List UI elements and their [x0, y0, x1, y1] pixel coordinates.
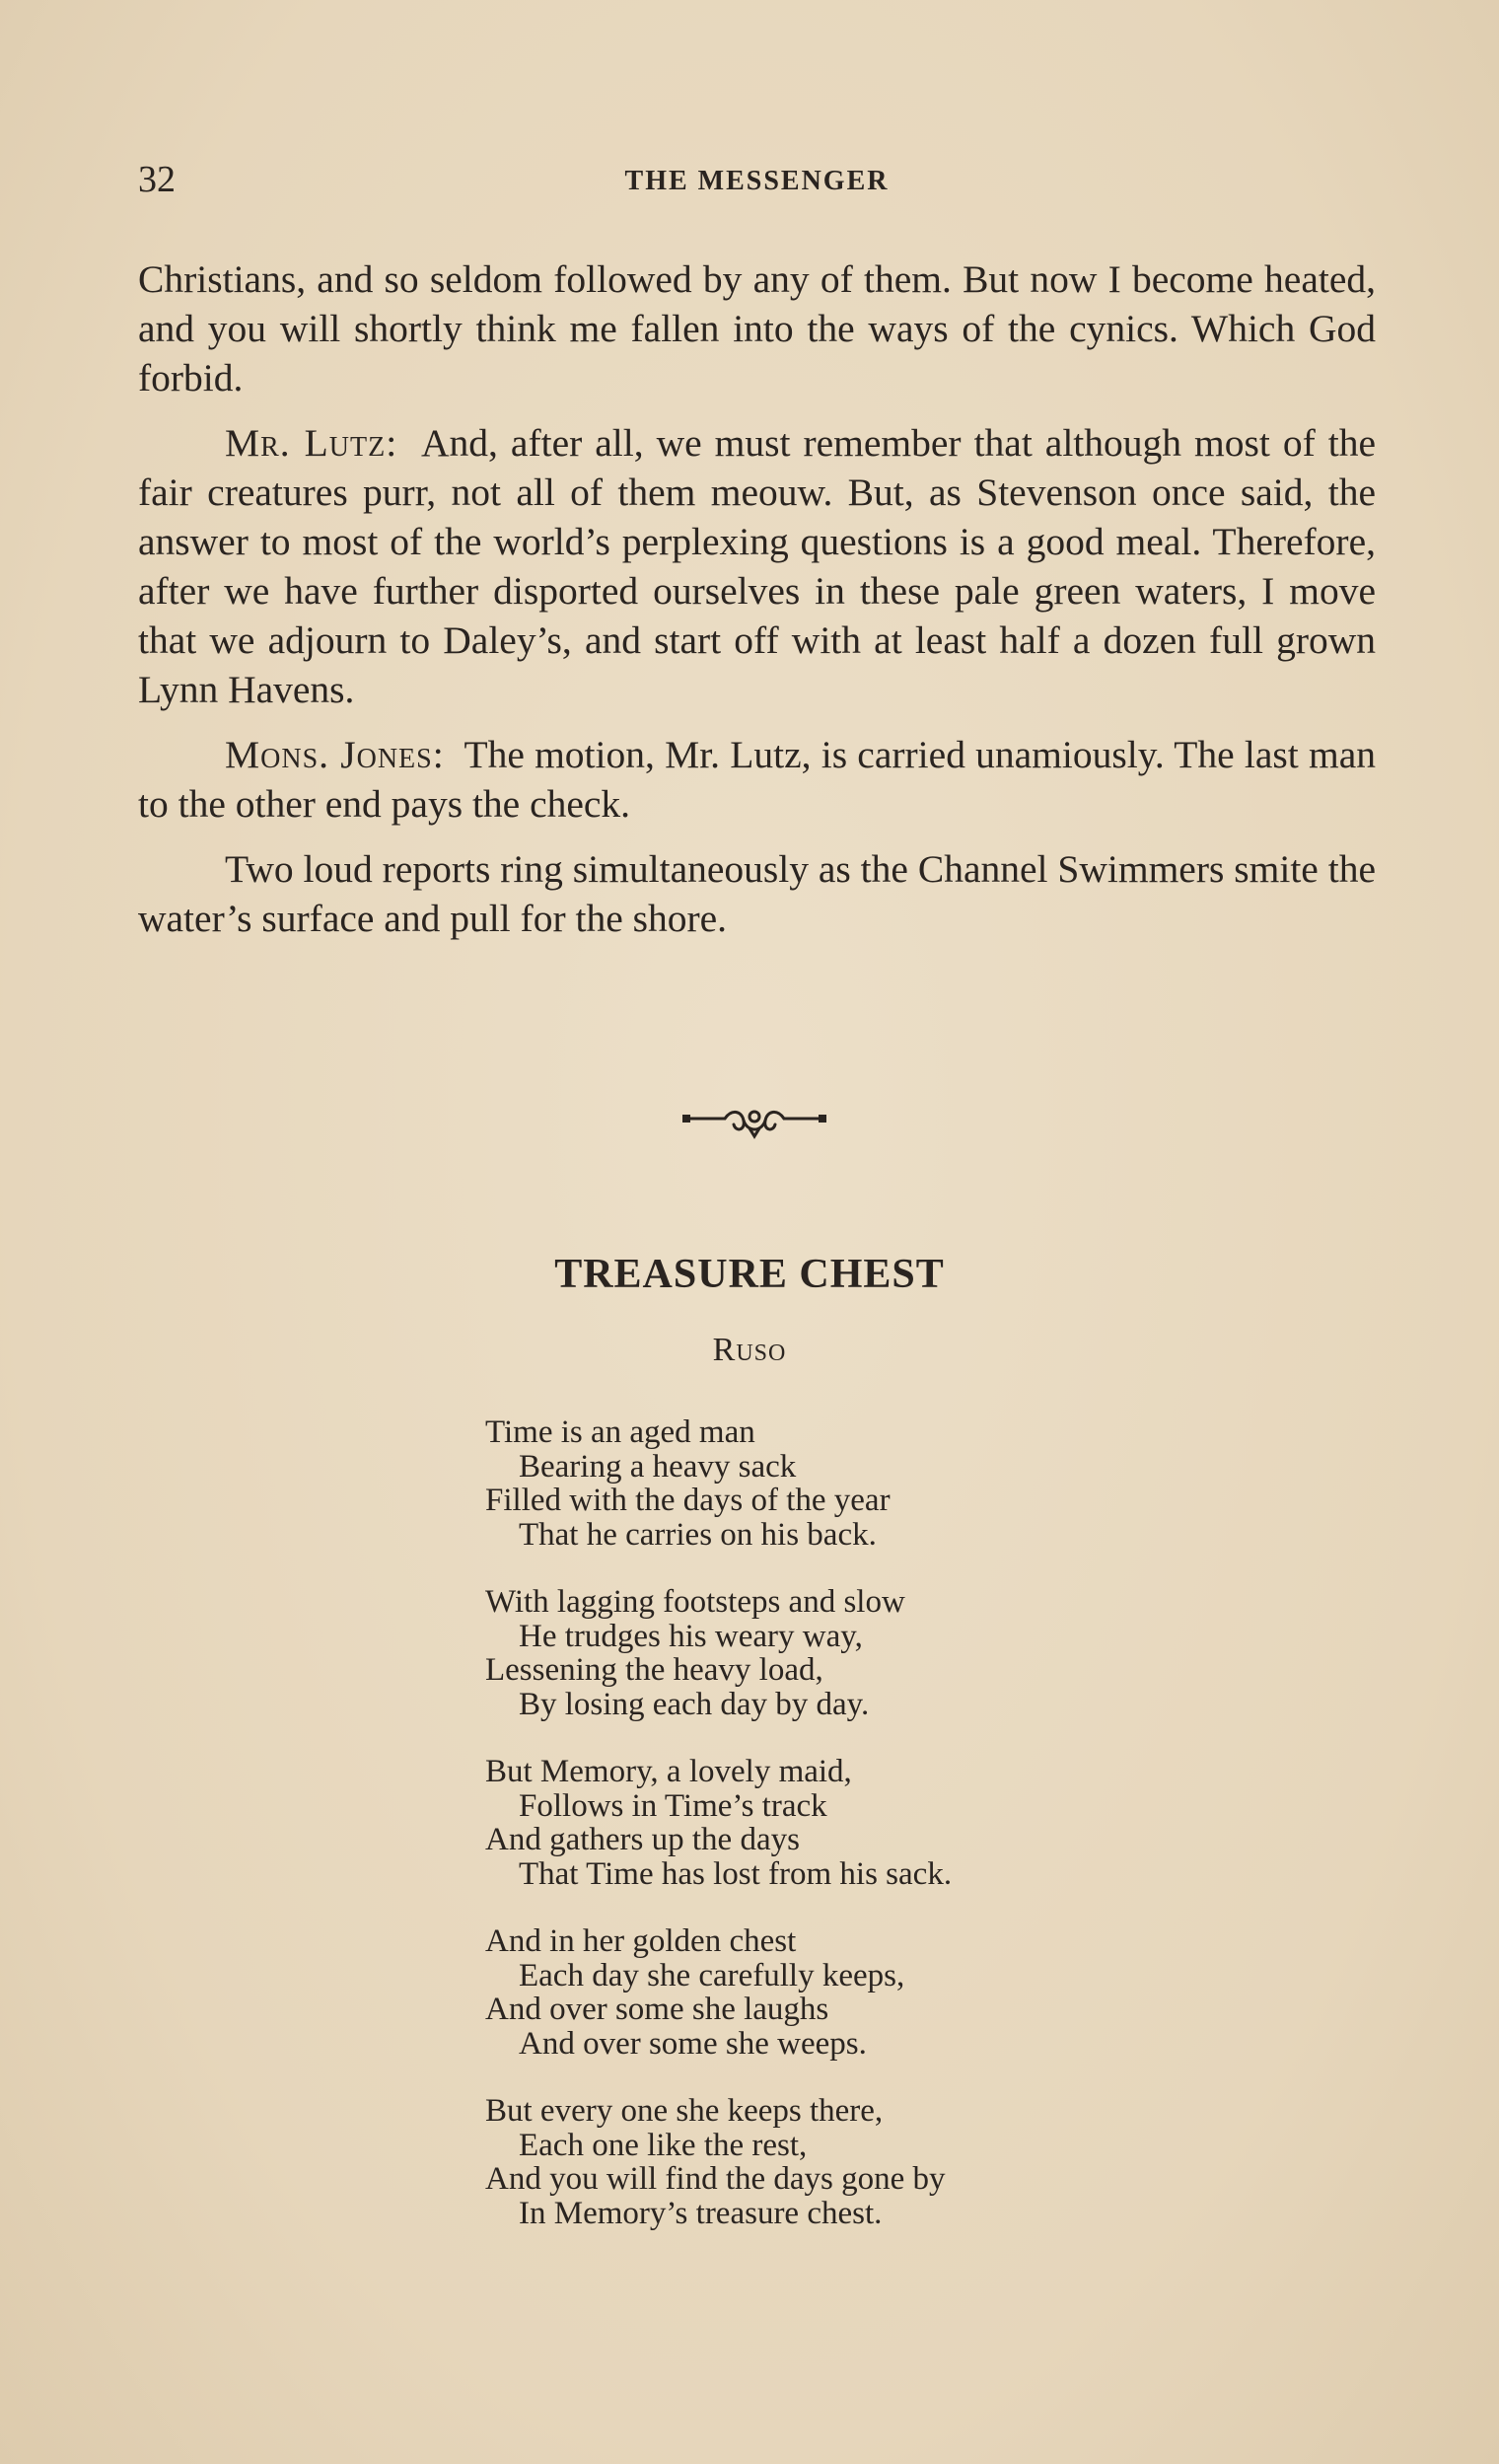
poem-line: Lessening the heavy load,: [485, 1652, 823, 1688]
speaker-name: Mr. Lutz:: [225, 421, 398, 465]
poem-line: Time is an aged man: [485, 1414, 755, 1450]
prose-body: [138, 254, 1376, 959]
speech-text: And, after all, we must remember that although most of the fair creatures purr, not all of them meouw. But, as Stevenson once said, the answer to most of the world’s perplexing questions is a good meal. Therefore, after we have further disported ourselves in these pale green waters, I move that we adjourn to Daley’s, and start off with at least half a dozen full grown Lynn Havens.: [138, 421, 1376, 711]
stanza: [485, 1755, 1176, 1891]
page-number: 32: [138, 159, 176, 200]
poem-line: By losing each day by day.: [519, 1686, 870, 1722]
poem-line: But Memory, a lovely maid,: [485, 1754, 852, 1789]
poem-line: With lagging footsteps and slow: [485, 1584, 905, 1620]
stanza: [485, 2094, 1176, 2230]
poem-line: And you will find the days gone by: [485, 2161, 946, 2197]
speech-text: The motion, Mr. Lutz, is carried unamiously. The last man to the other end pays the check.: [138, 733, 1376, 826]
poem-line: And gathers up the days: [485, 1822, 800, 1857]
poem-line: Each one like the rest,: [519, 2127, 808, 2163]
speaker-name: Mons. Jones:: [225, 733, 445, 776]
poem-line: And over some she laughs: [485, 1992, 829, 2027]
paragraph-closing: Two loud reports ring simultaneously as the Channel Swimmers smite the water’s surface and pull for the shore.: [138, 847, 1376, 940]
poem-line: That Time has lost from his sack.: [519, 1855, 953, 1892]
poem-line: Bearing a heavy sack: [519, 1448, 797, 1485]
stanza: [485, 1585, 1176, 1721]
poem-line: Follows in Time’s track: [519, 1787, 827, 1824]
page-header: [138, 158, 1376, 207]
decorative-ornament-icon: [680, 1103, 828, 1142]
poem-line: He trudges his weary way,: [519, 1618, 863, 1654]
poem-line: In Memory’s treasure chest.: [519, 2195, 883, 2231]
poem-body: [485, 1415, 1176, 2264]
poem-line: And over some she weeps.: [519, 2025, 867, 2062]
poem-line: Each day she carefully keeps,: [519, 1957, 905, 1993]
paragraph-mr-lutz: [138, 418, 1376, 714]
poem-line: That he carries on his back.: [519, 1516, 877, 1553]
poem-line: But every one she keeps there,: [485, 2093, 884, 2129]
stanza: [485, 1924, 1176, 2061]
poem-title: TREASURE CHEST: [554, 1252, 945, 1297]
poem-line: And in her golden chest: [485, 1923, 797, 1959]
poem-author: Ruso: [712, 1332, 787, 1368]
running-title: THE MESSENGER: [624, 166, 890, 196]
poem-line: Filled with the days of the year: [485, 1483, 891, 1518]
paragraph-mons-jones: [138, 730, 1376, 829]
stanza: [485, 1415, 1176, 1552]
paragraph-continuation: Christians, and so seldom followed by any of them. But now I become heated, and you will shortly think me fallen into the ways of the cynics. Which God forbid.: [138, 257, 1376, 399]
